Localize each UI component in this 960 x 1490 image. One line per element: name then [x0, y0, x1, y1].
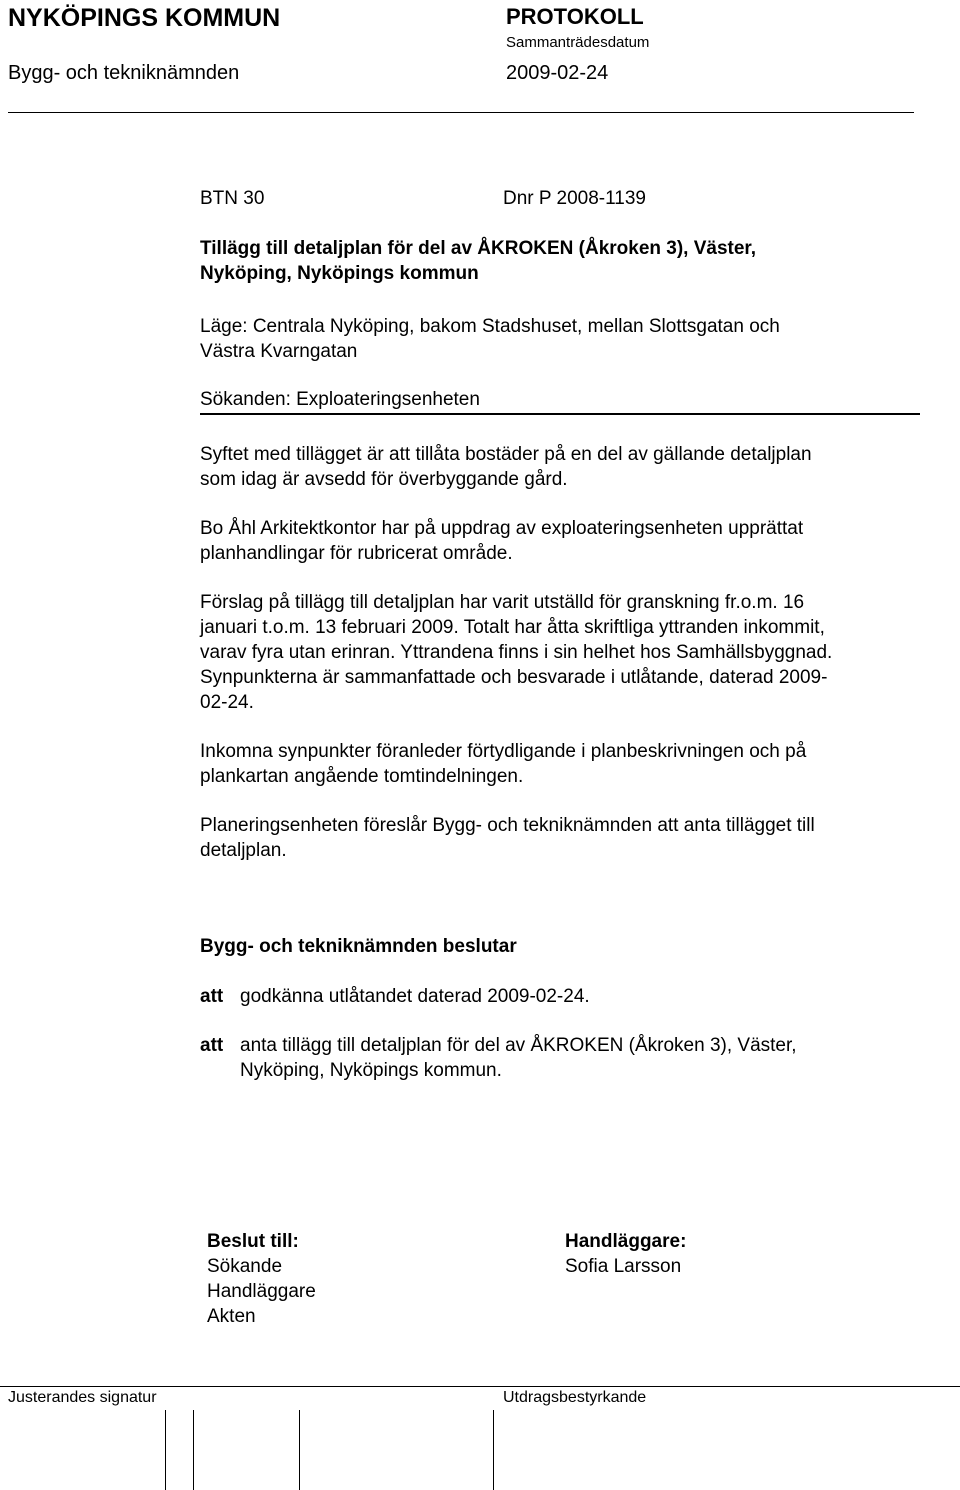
- location-line-2: Västra Kvarngatan: [200, 341, 358, 362]
- meeting-date: 2009-02-24: [506, 62, 609, 84]
- paragraph-5-line-1: Planeringsenheten föreslår Bygg- och tekniknämnden att anta tillägget till: [200, 815, 815, 836]
- location-line-1: Läge: Centrala Nyköping, bakom Stadshuset, mellan Slottsgatan och: [200, 316, 780, 337]
- decision-item-2-line-2: Nyköping, Nyköpings kommun.: [240, 1060, 502, 1081]
- paragraph-1-line-2: som idag är avsedd för överbyggande gård.: [200, 469, 568, 490]
- signature-label: Justerandes signatur: [8, 1389, 157, 1406]
- document-type: PROTOKOLL: [506, 4, 644, 29]
- decision-item-1-keyword: att: [200, 986, 224, 1007]
- paragraph-3-line-3: varav fyra utan erinran. Yttrandena finns i sin helhet hos Samhällsbyggnad.: [200, 642, 833, 663]
- officer-name: Sofia Larsson: [565, 1256, 682, 1277]
- paragraph-1-line-1: Syftet med tillägget är att tillåta bostäder på en del av gällande detaljplan: [200, 444, 812, 465]
- case-number: BTN 30: [200, 188, 265, 209]
- decision-item-1-text: godkänna utlåtandet daterad 2009-02-24.: [240, 986, 590, 1007]
- distribution-recipient: Sökande: [207, 1256, 283, 1277]
- certification-label: Utdragsbestyrkande: [503, 1389, 647, 1406]
- signature-box-divider: [193, 1410, 194, 1490]
- decision-item-2-keyword: att: [200, 1035, 224, 1056]
- paragraph-3-line-2: januari t.o.m. 13 februari 2009. Totalt har åtta skriftliga yttranden inkommit,: [200, 617, 825, 638]
- paragraph-4-line-2: plankartan angående tomtindelningen.: [200, 766, 524, 787]
- applicant: Sökanden: Exploateringsenheten: [200, 389, 480, 410]
- header-divider: [8, 112, 914, 113]
- distribution-recipient: Akten: [207, 1306, 256, 1327]
- paragraph-4-line-1: Inkomna synpunkter föranleder förtydligande i planbeskrivningen och på: [200, 741, 807, 762]
- paragraph-3-line-1: Förslag på tillägg till detaljplan har varit utställd för granskning fr.o.m. 16: [200, 592, 805, 613]
- signature-box-divider: [493, 1410, 494, 1490]
- case-title-line-2: Nyköping, Nyköpings kommun: [200, 263, 479, 284]
- signature-box-divider: [165, 1410, 166, 1490]
- committee-name: Bygg- och tekniknämnden: [8, 62, 240, 84]
- paragraph-2-line-2: planhandlingar för rubricerat område.: [200, 543, 513, 564]
- case-dnr: Dnr P 2008-1139: [503, 188, 646, 209]
- paragraph-3-line-4: Synpunkterna är sammanfattade och besvarade i utlåtande, daterad 2009-: [200, 667, 828, 688]
- footer-divider: [0, 1386, 960, 1387]
- distribution-heading: Beslut till:: [207, 1231, 299, 1252]
- paragraph-2-line-1: Bo Åhl Arkitektkontor har på uppdrag av exploateringsenheten upprättat: [200, 518, 804, 539]
- applicant-divider: [200, 413, 920, 415]
- meeting-date-label: Sammanträdesdatum: [506, 34, 650, 51]
- decision-heading: Bygg- och tekniknämnden beslutar: [200, 936, 517, 957]
- organization-name: NYKÖPINGS KOMMUN: [8, 4, 281, 32]
- signature-box-divider: [299, 1410, 300, 1490]
- distribution-recipient: Handläggare: [207, 1281, 316, 1302]
- officer-heading: Handläggare:: [565, 1231, 687, 1252]
- decision-item-2-line-1: anta tillägg till detaljplan för del av ÅKROKEN (Åkroken 3), Väster,: [240, 1035, 797, 1056]
- paragraph-3-line-5: 02-24.: [200, 692, 254, 713]
- case-title-line-1: Tillägg till detaljplan för del av ÅKROKEN (Åkroken 3), Väster,: [200, 238, 757, 259]
- paragraph-5-line-2: detaljplan.: [200, 840, 287, 861]
